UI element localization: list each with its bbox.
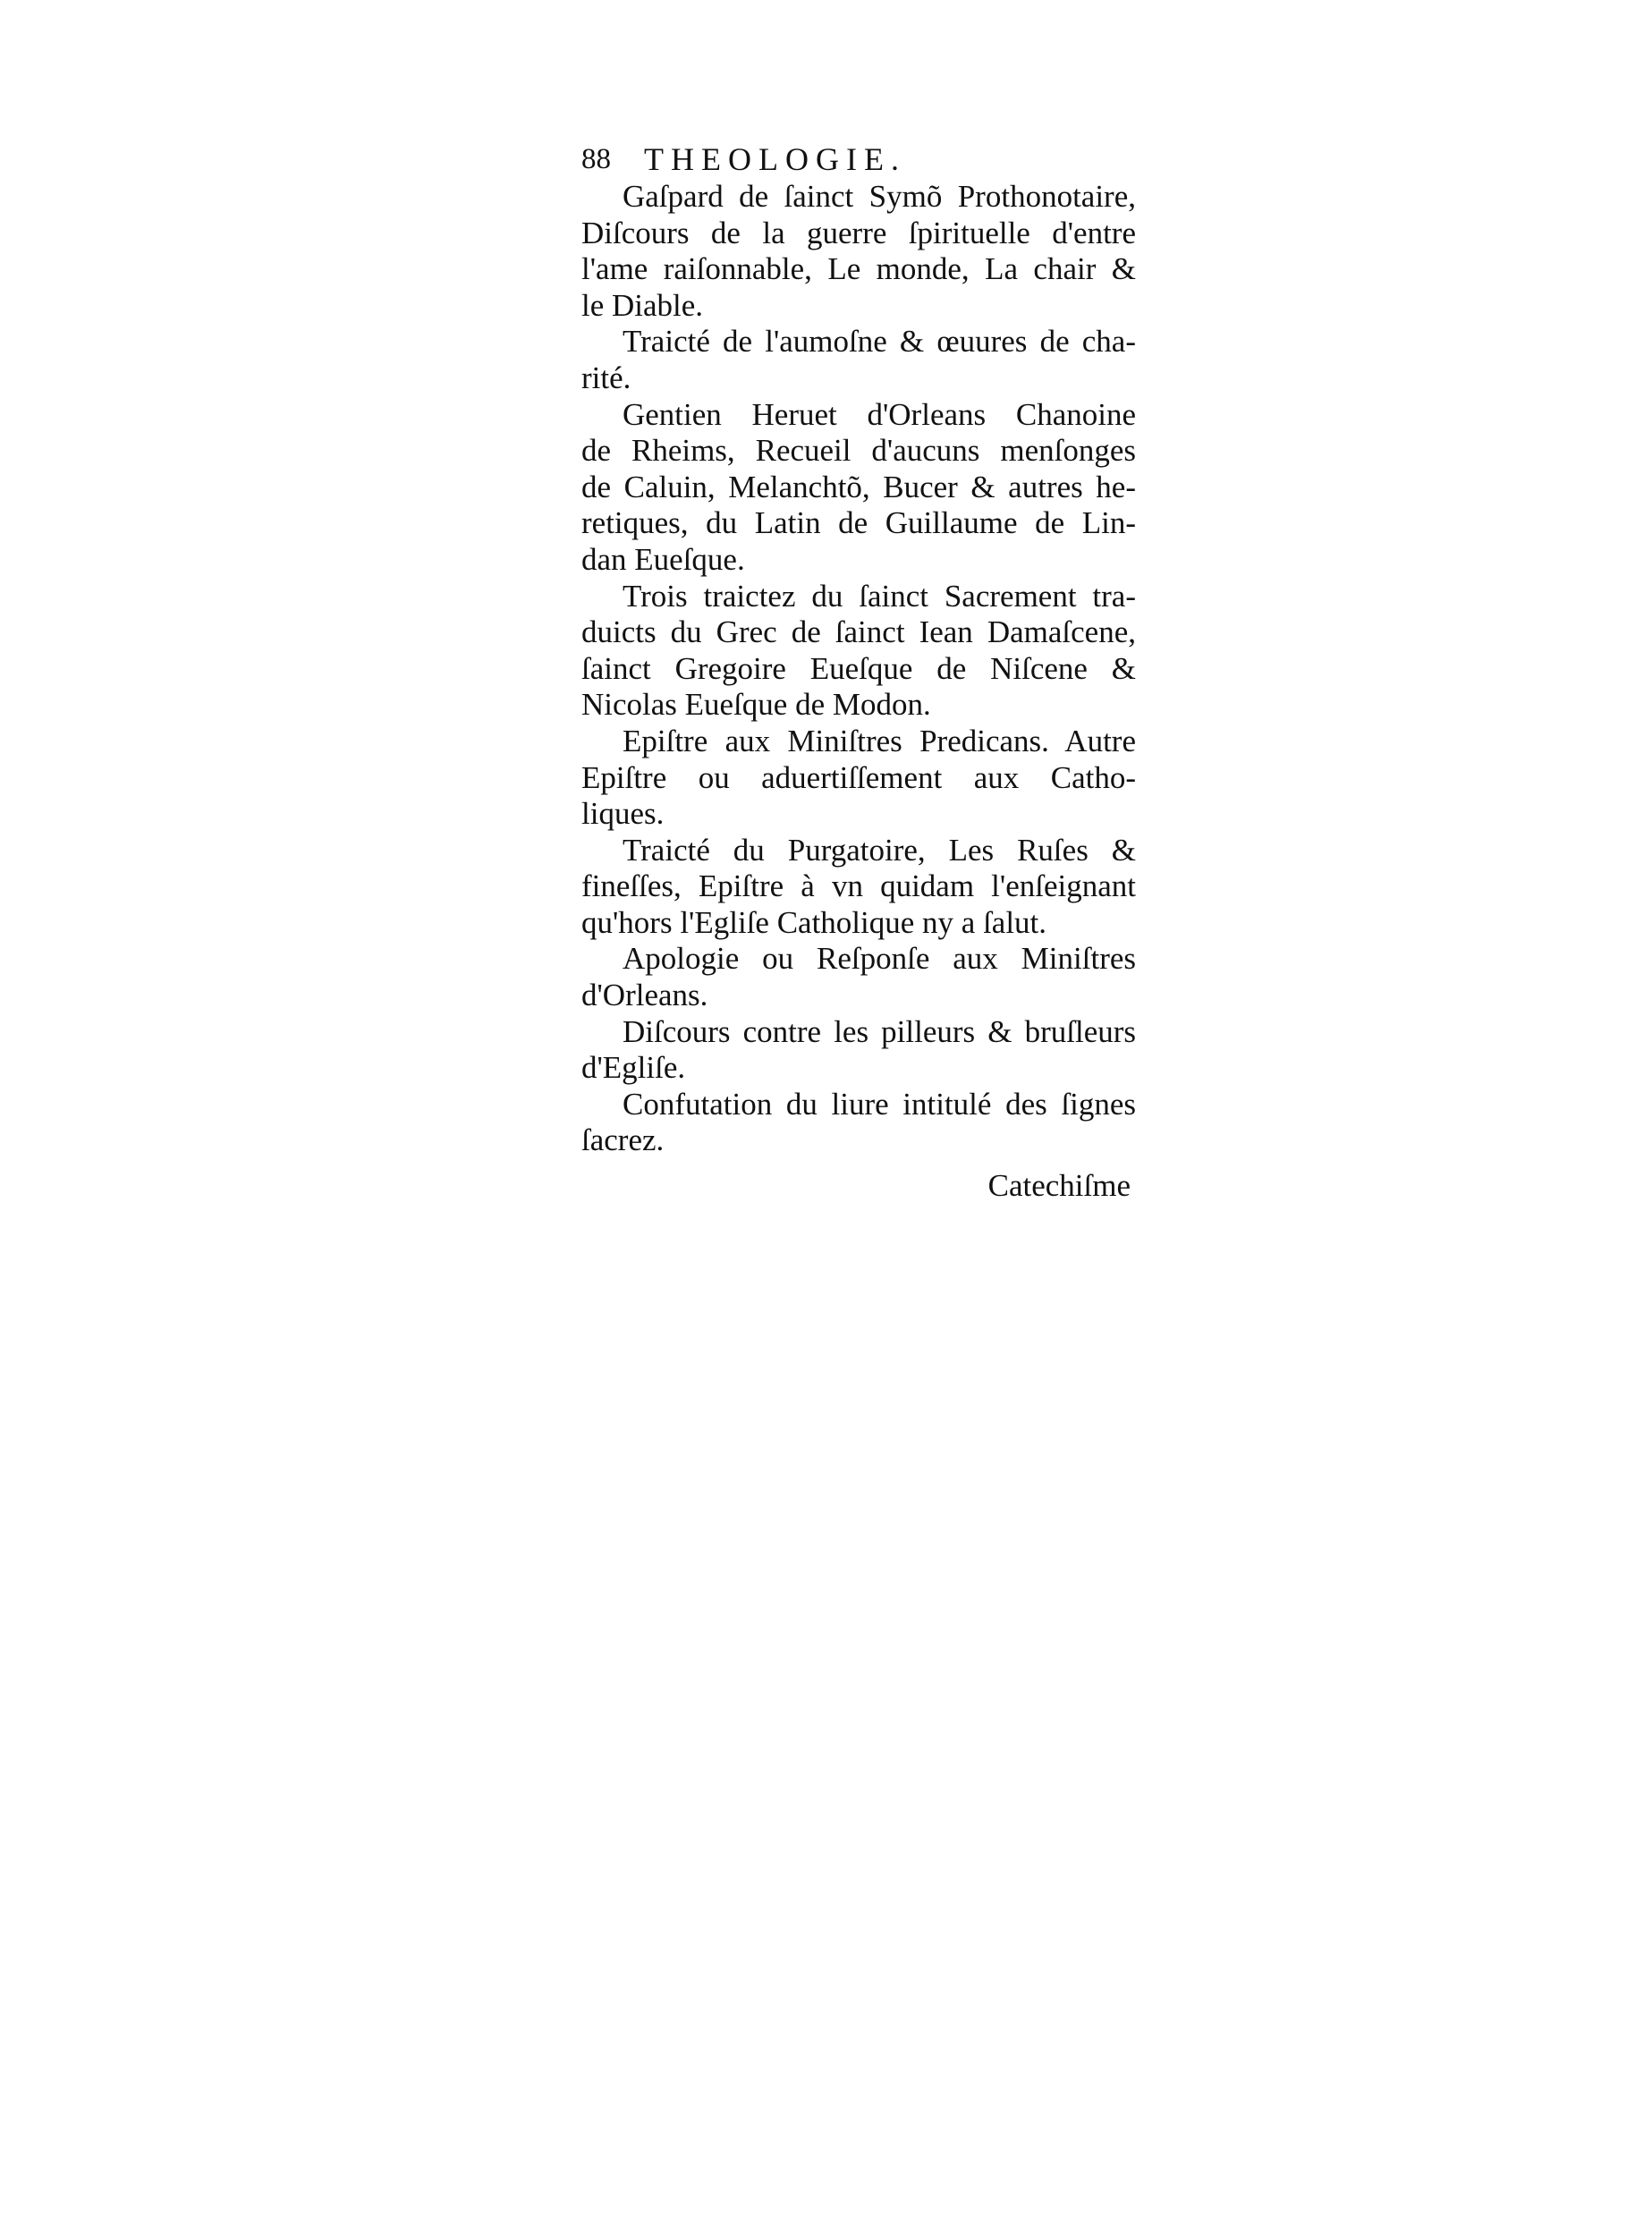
bibliography-entry bbox=[581, 833, 1136, 942]
entry-line: Gentien Heruet d'Orleans Chanoine bbox=[623, 396, 1136, 432]
bibliography-entry bbox=[581, 397, 1136, 579]
entry-line: retiques, du Latin de Guillaume de Lin- bbox=[581, 505, 1136, 541]
bibliography-entry bbox=[581, 941, 1136, 1013]
bibliography-entry bbox=[581, 724, 1136, 833]
entry-line: ſacrez. bbox=[581, 1122, 665, 1158]
entry-line: d'Egliſe. bbox=[581, 1050, 686, 1086]
entry-line: rité. bbox=[581, 360, 631, 395]
entry-line: de Rheims, Recueil d'aucuns menſonges bbox=[581, 433, 1136, 469]
entry-line: qu'hors l'Egliſe Catholique ny a ſalut. bbox=[581, 904, 1047, 940]
entry-line: Traicté du Purgatoire, Les Ruſes & bbox=[623, 832, 1136, 868]
entry-line: Epiſtre aux Miniſtres Predicans. Autre bbox=[623, 723, 1136, 758]
entry-line: l'ame raiſonnable, Le monde, La chair & bbox=[581, 251, 1136, 287]
entry-line: Trois traictez du ſainct Sacrement tra- bbox=[623, 578, 1136, 614]
entry-line: Diſcours de la guerre ſpirituelle d'entre bbox=[581, 215, 1136, 250]
bibliography-entry bbox=[581, 324, 1136, 396]
running-head: THEOLOGIE. bbox=[644, 141, 906, 177]
catchword: Catechiſme bbox=[987, 1168, 1131, 1204]
entry-line: fineſſes, Epiſtre à vn quidam l'enſeignant bbox=[581, 868, 1136, 904]
entry-line: Traicté de l'aumoſne & œuures de cha- bbox=[623, 324, 1136, 360]
entry-line: Confutation du liure intitulé des ſignes bbox=[623, 1086, 1136, 1122]
entry-line: Epiſtre ou aduertiſſement aux Catho- bbox=[581, 759, 1136, 795]
entry-line: duicts du Grec de ſainct Iean Damaſcene, bbox=[581, 614, 1136, 650]
entry-line: Gaſpard de ſainct Symõ Prothonotaire, bbox=[623, 179, 1136, 214]
bibliography-entry bbox=[581, 179, 1136, 324]
bibliography-entry bbox=[581, 579, 1136, 724]
entry-line: ſainct Gregoire Eueſque de Niſcene & bbox=[581, 650, 1136, 686]
text-block bbox=[581, 141, 1136, 1205]
entry-line: Diſcours contre les pilleurs & bruſleurs bbox=[623, 1013, 1136, 1049]
entry-line: dan Eueſque. bbox=[581, 541, 745, 577]
entry-line: Nicolas Eueſque de Modon. bbox=[581, 687, 931, 723]
page-header bbox=[581, 141, 1136, 179]
entry-line: le Diable. bbox=[581, 287, 704, 323]
page-number: 88 bbox=[581, 143, 611, 175]
bibliography-entry bbox=[581, 1014, 1136, 1087]
entry-list bbox=[581, 179, 1136, 1159]
entry-line: de Caluin, Melanchtõ, Bucer & autres he- bbox=[581, 469, 1136, 504]
entry-line: Apologie ou Reſponſe aux Miniſtres bbox=[623, 941, 1136, 977]
bibliography-entry bbox=[581, 1087, 1136, 1159]
entry-line: d'Orleans. bbox=[581, 978, 708, 1013]
entry-line: liques. bbox=[581, 796, 665, 832]
